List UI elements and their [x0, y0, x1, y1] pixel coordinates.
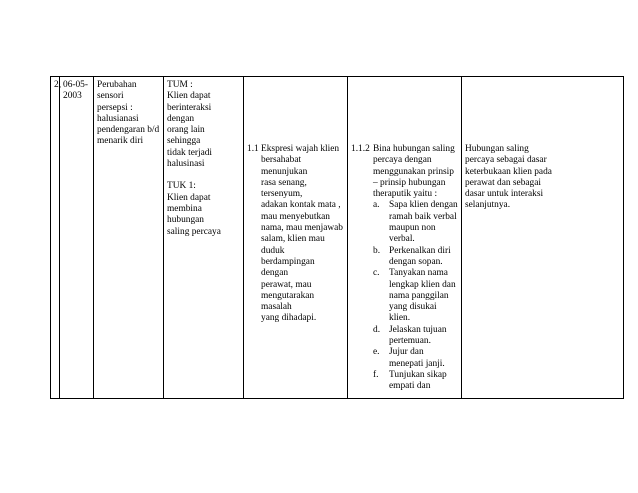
item-letter: a. — [373, 200, 380, 211]
list-item — [373, 347, 458, 370]
rationale-text: Hubungan saling percaya sebagai dasar keterbukaan klien pada perawat dan sebagai dasar untuk interaksi selanjutnya. — [465, 144, 552, 211]
diagnosis-cell — [94, 77, 164, 399]
intervention-cell — [348, 77, 462, 399]
criteria-text: Ekspresi wajah klien bersahabat menunjukan rasa senang, tersenyum, adakan kontak mata , mau menyebutkan nama, mau menjawab salam, klien mau duduk berdampingan dengan perawat, mau mengutarakan masalah yang dihadapi. — [261, 144, 343, 324]
criteria-number: 1.1 — [247, 144, 259, 154]
date-cell — [60, 77, 94, 399]
item-text: Tanyakan nama lengkap klien dan nama panggilan yang disukai klien. — [389, 268, 456, 324]
list-item — [373, 268, 458, 324]
item-letter: c. — [373, 268, 380, 279]
item-text: Jelaskan tujuan pertemuan. — [389, 324, 447, 347]
evaluation-criteria-cell — [244, 77, 348, 399]
nursing-care-plan-table — [50, 76, 624, 399]
item-text: Sapa klien dengan ramah baik verbal maupun non verbal. — [389, 200, 458, 245]
item-text: Perkenalkan diri dengan sopan. — [389, 245, 451, 267]
item-letter: b. — [373, 245, 381, 256]
intervention-number: 1.1.2 — [351, 144, 370, 154]
list-item — [373, 246, 458, 269]
date-text: 06-05- 2003 — [63, 80, 88, 102]
tum-text: Klien dapat berinteraksi dengan orang lain sehingga tidak terjadi halusinasi — [167, 91, 213, 170]
list-item — [373, 370, 458, 393]
table-row — [51, 77, 624, 399]
item-text: Tunjukan sikap empati dan — [389, 369, 447, 392]
rationale-cell — [462, 77, 624, 399]
item-letter: f. — [373, 369, 379, 380]
list-item — [373, 200, 458, 245]
list-item — [373, 325, 458, 348]
row-number-cell — [51, 77, 60, 399]
diagnosis-text: Perubahan sensori persepsi : halusianasi pendengaran b/d menarik diri — [97, 80, 160, 147]
tuk-text: Klien dapat membina hubungan saling percaya — [167, 192, 221, 237]
item-letter: d. — [373, 324, 381, 335]
row-number: 2, — [54, 80, 62, 90]
item-text: Jujur dan menepati janji. — [389, 347, 445, 369]
tum-label: TUM : — [167, 80, 193, 90]
intervention-intro: Bina hubungan saling percaya dengan menggunakan prinsip – prinsip hubungan theraputik yaitu : — [373, 144, 455, 200]
item-letter: e. — [373, 347, 380, 358]
goal-cell — [164, 77, 244, 399]
tuk-label: TUK 1: — [167, 181, 196, 192]
